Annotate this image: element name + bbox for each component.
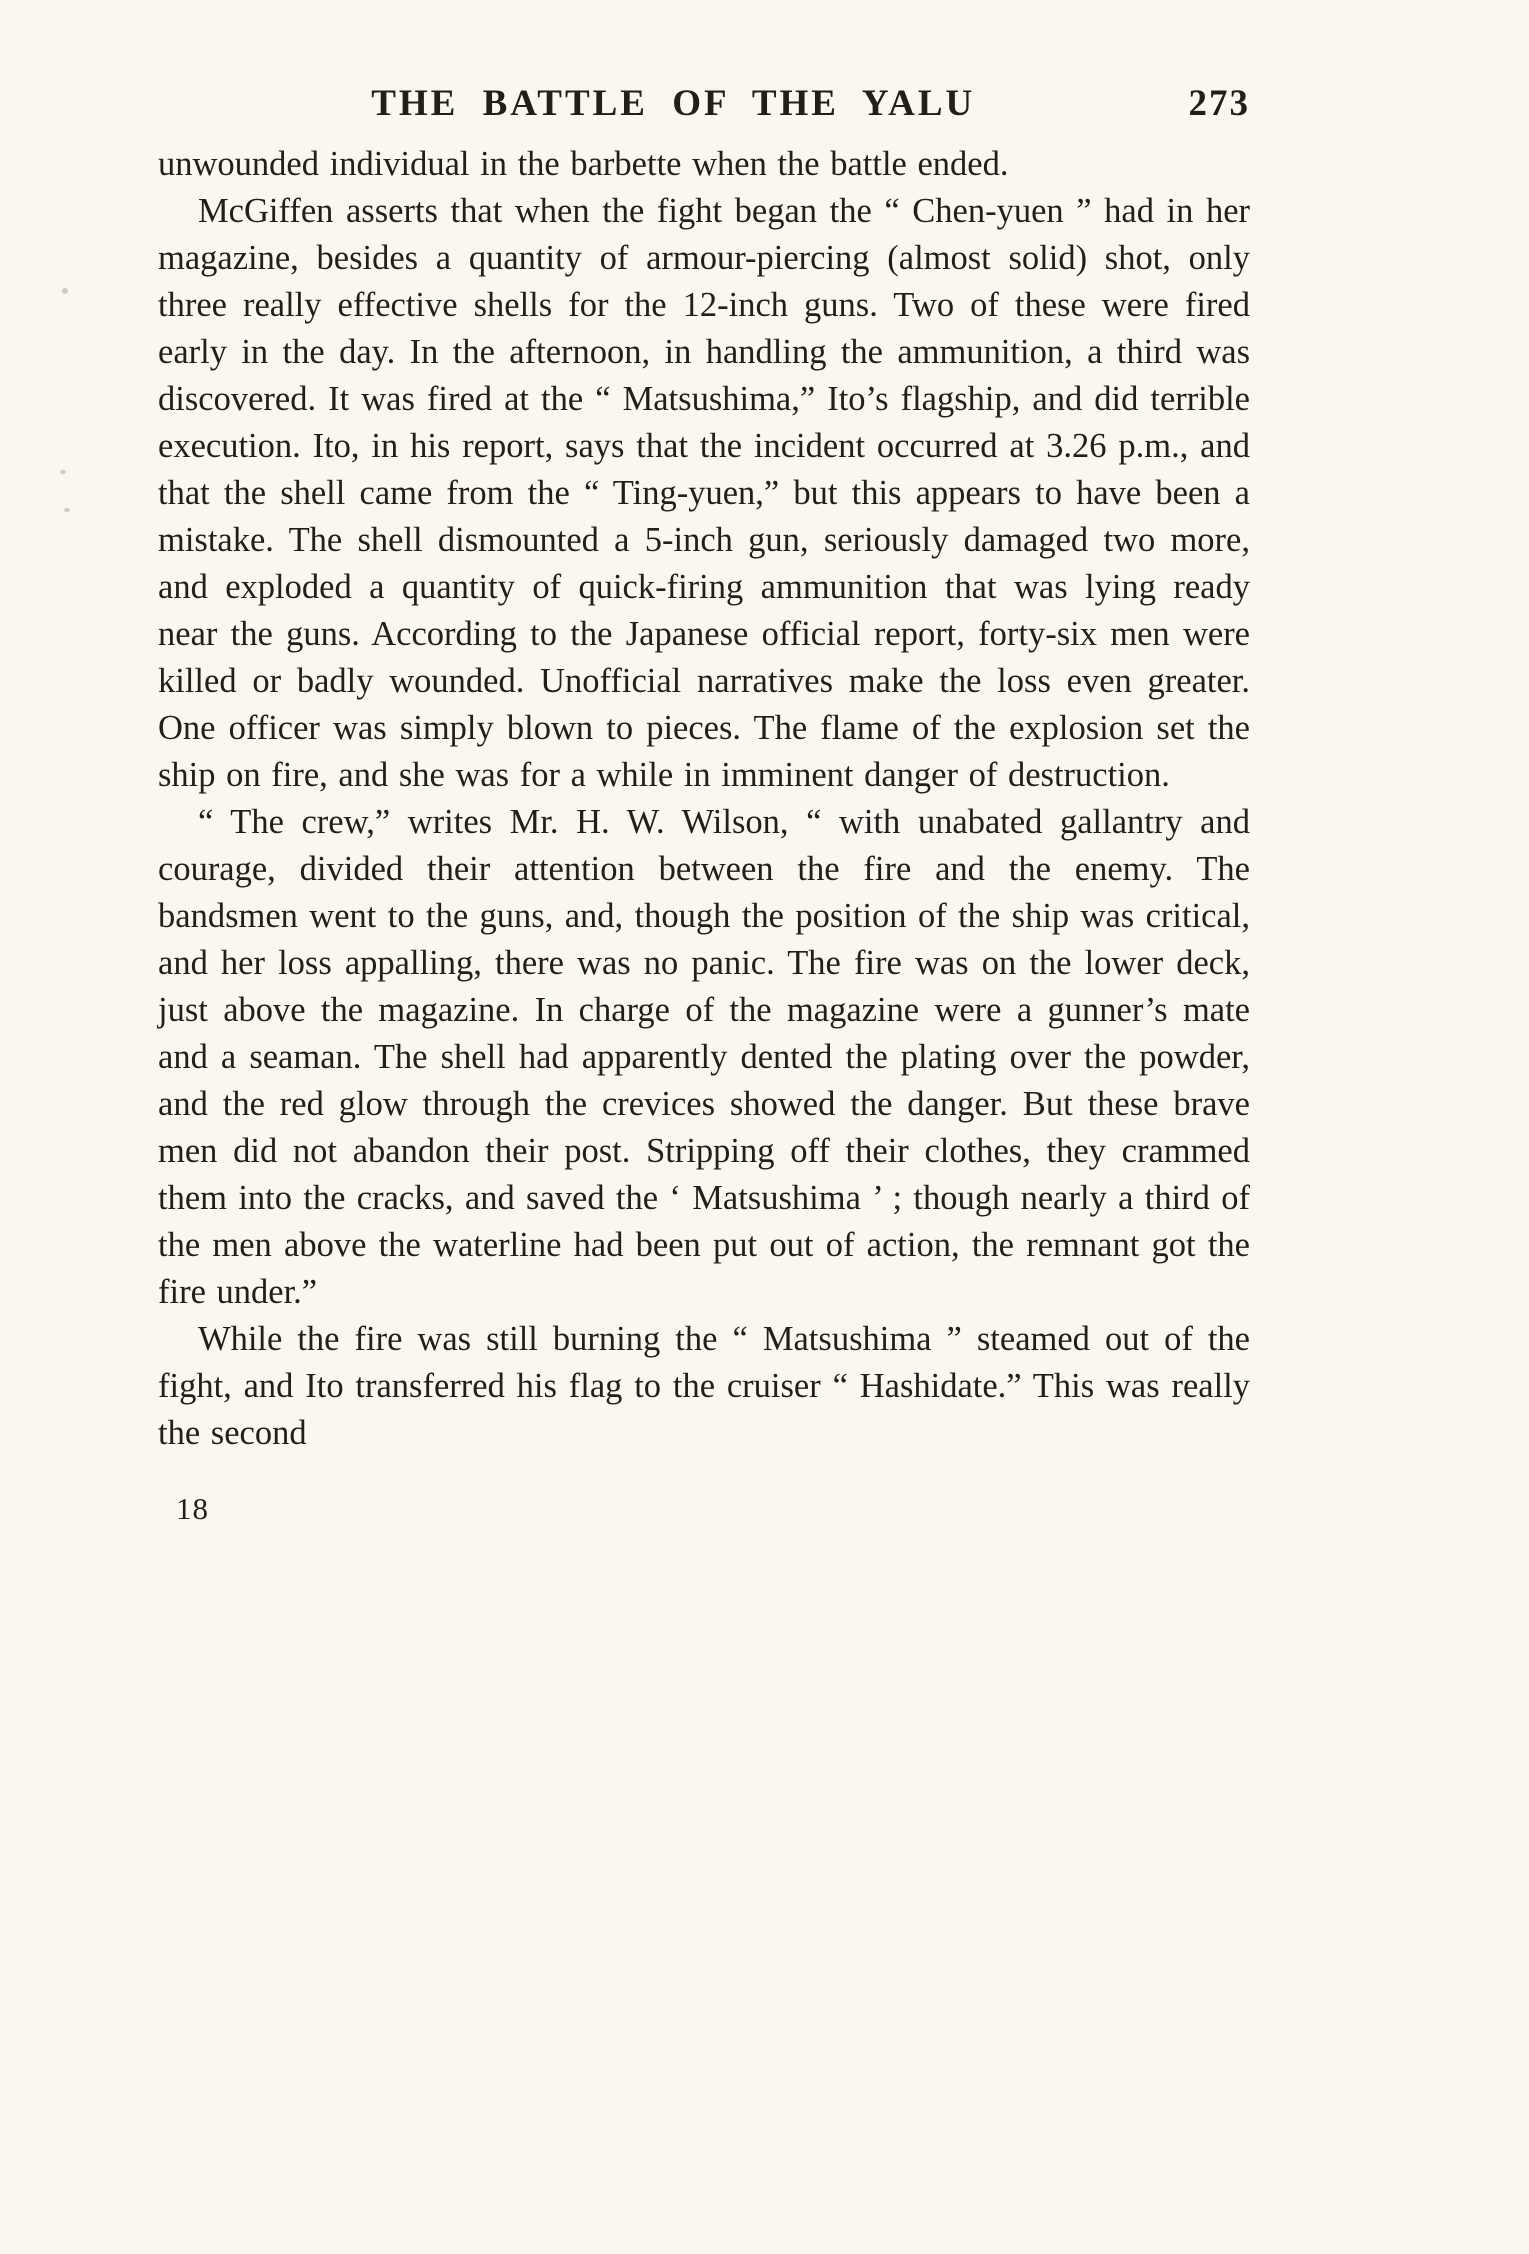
- page-body: [158, 141, 1250, 1527]
- scan-artifact: [62, 288, 68, 294]
- chapter-title: THE BATTLE OF THE YALU: [371, 83, 976, 124]
- paragraph: McGiffen asserts that when the fight began the “ Chen-yuen ” had in her magazine, besides a quantity of armour-piercing (almost solid) shot, only three really effective shells for the 12-inch guns. Two of these were fired early in the day. In the afternoon, in handling the ammunition, a third was discovered. It was fired at the “ Matsushima,” Ito’s flagship, and did terrible execution. Ito, in his report, says that the incident occurred at 3.26 p.m., and that the shell came from the “ Ting-yuen,” but this appears to have been a mistake. The shell dismounted a 5-inch gun, seriously damaged two more, and exploded a quantity of quick-firing ammunition that was lying ready near the guns. According to the Japanese official report, forty-six men were killed or badly wounded. Unofficial narratives make the loss even greater. One officer was simply blown to pieces. The flame of the explosion set the ship on fire, and she was for a while in imminent danger of destruction.: [158, 192, 1250, 794]
- signature-mark: 18: [176, 1491, 209, 1526]
- scan-artifact: [64, 508, 70, 512]
- paragraph-continuation: unwounded individual in the barbette when the battle ended.: [158, 145, 1009, 183]
- paragraph: “ The crew,” writes Mr. H. W. Wilson, “ with unabated gallantry and courage, divided their attention between the fire and the enemy. The bandsmen went to the guns, and, though the position of the ship was critical, and her loss appalling, there was no panic. The fire was on the lower deck, just above the magazine. In charge of the magazine were a gunner’s mate and a seaman. The shell had apparently dented the plating over the powder, and the red glow through the crevices showed the danger. But these brave men did not abandon their post. Stripping off their clothes, they crammed them into the cracks, and saved the ‘ Matsushima ’ ; though nearly a third of the men above the waterline had been put out of action, the remnant got the fire under.”: [158, 803, 1250, 1311]
- page-number: 273: [1188, 83, 1250, 124]
- running-header: [158, 82, 1250, 125]
- scan-artifact: [60, 470, 66, 474]
- paragraph: While the fire was still burning the “ Matsushima ” steamed out of the fight, and Ito transferred his flag to the cruiser “ Hashidate.” This was really the second: [158, 1320, 1250, 1452]
